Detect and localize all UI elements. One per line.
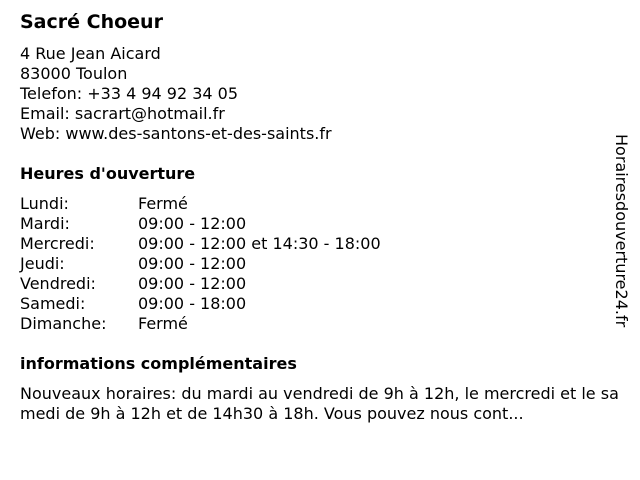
city: 83000 Toulon [20, 64, 128, 83]
street-address: 4 Rue Jean Aicard [20, 44, 161, 63]
email-address: Email: sacrart@hotmail.fr [20, 104, 225, 123]
hours-row-tuesday [20, 214, 381, 234]
day-hours: 09:00 - 12:00 [138, 274, 247, 293]
business-name: Sacré Choeur [20, 11, 163, 33]
website: Web: www.des-santons-et-des-saints.fr [20, 124, 332, 143]
hours-row-saturday [20, 294, 381, 314]
contact-block [20, 44, 332, 144]
day-hours: 09:00 - 12:00 [138, 214, 247, 233]
hours-row-thursday [20, 254, 381, 274]
hours-row-sunday [20, 314, 381, 334]
opening-hours-heading: Heures d'ouverture [20, 164, 196, 183]
additional-info-heading: informations complémentaires [20, 354, 297, 373]
day-label: Jeudi: [20, 254, 65, 273]
additional-info-text: Nouveaux horaires: du mardi au vendredi de 9h à 12h, le mercredi et le samedi de 9h à 12h et de 14h30 à 18h. Vous pouvez nous cont... [20, 384, 619, 423]
day-hours: 09:00 - 18:00 [138, 294, 247, 313]
hours-row-monday [20, 194, 381, 214]
day-label: Samedi: [20, 294, 86, 313]
day-label: Vendredi: [20, 274, 96, 293]
day-hours: 09:00 - 12:00 [138, 254, 247, 273]
phone-number: Telefon: +33 4 94 92 34 05 [20, 84, 239, 103]
day-hours: Fermé [138, 314, 188, 333]
day-label: Mercredi: [20, 234, 95, 253]
day-hours: 09:00 - 12:00 et 14:30 - 18:00 [138, 234, 381, 253]
hours-row-wednesday [20, 234, 381, 254]
opening-hours-table [20, 194, 381, 334]
site-watermark: Horairesdouverture24.fr [612, 134, 631, 328]
day-label: Lundi: [20, 194, 69, 213]
hours-row-friday [20, 274, 381, 294]
day-label: Dimanche: [20, 314, 107, 333]
day-label: Mardi: [20, 214, 70, 233]
day-hours: Fermé [138, 194, 188, 213]
